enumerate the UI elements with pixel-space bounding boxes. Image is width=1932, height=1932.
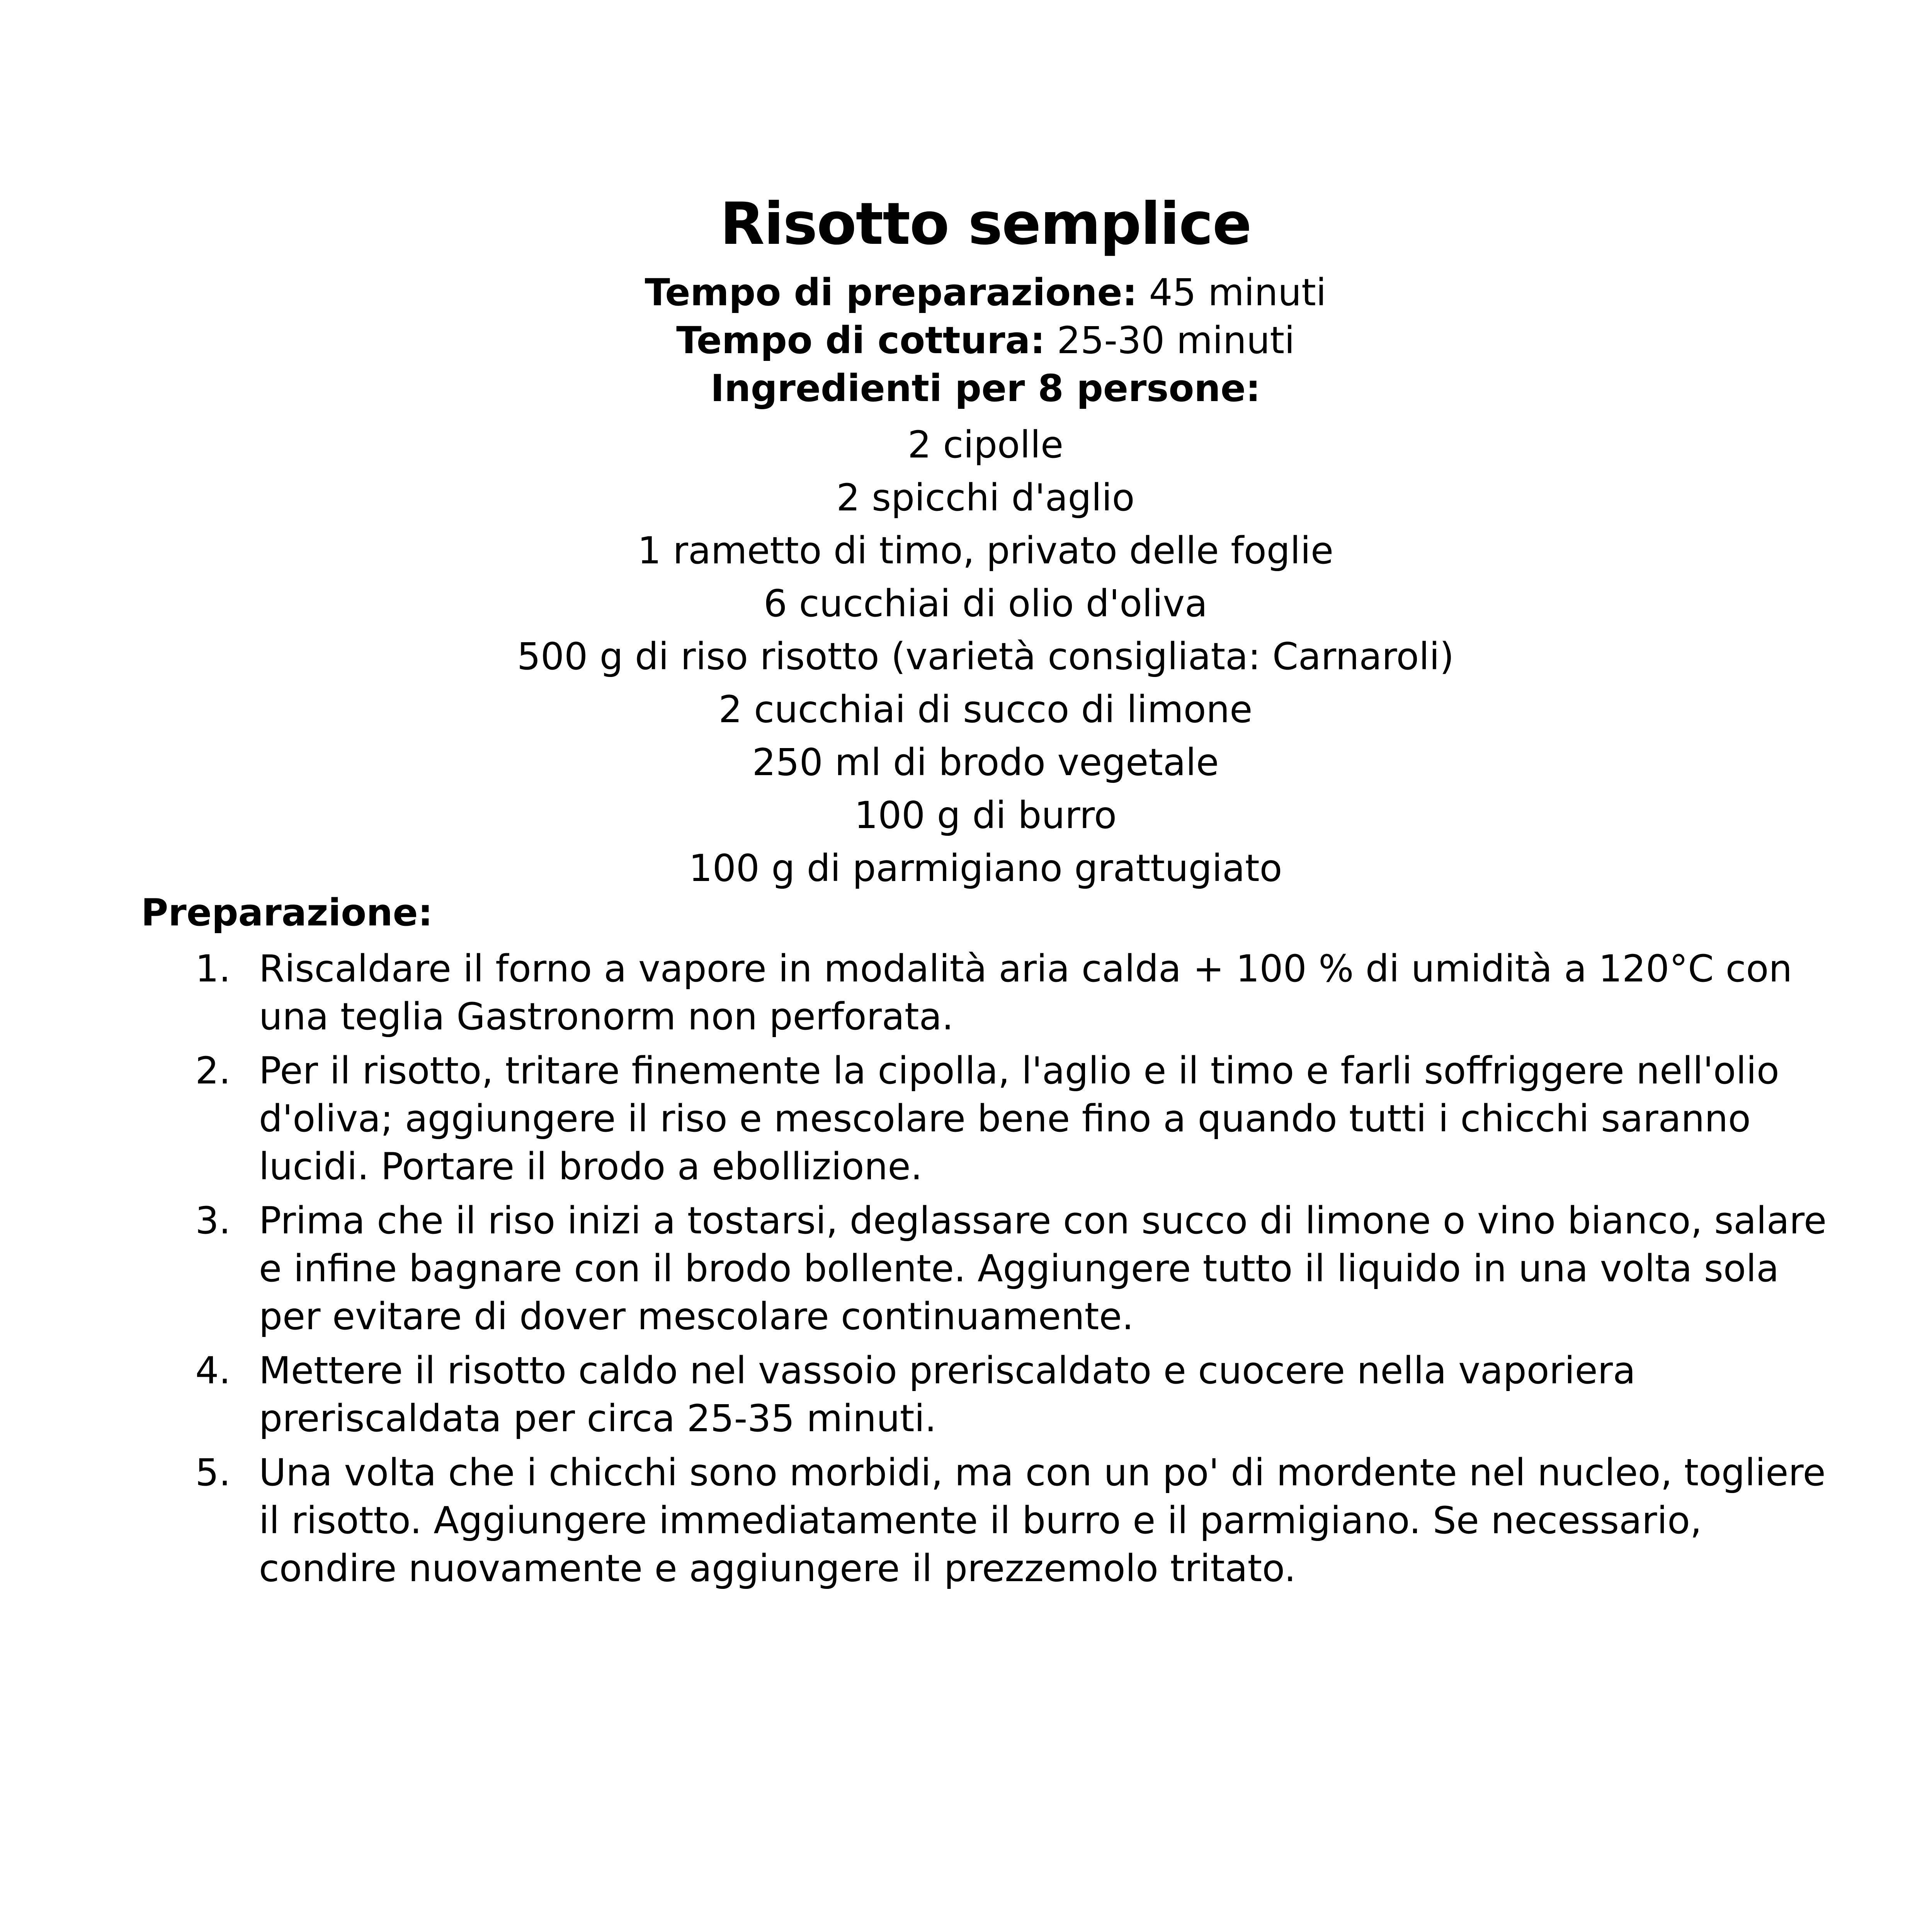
cook-time-label: Tempo di cottura:: [676, 319, 1045, 362]
ingredient-list: [0, 418, 1932, 895]
ingredient-item: 100 g di burro: [854, 794, 1117, 837]
ingredient-item: 6 cucchiai di olio d'oliva: [764, 582, 1208, 625]
step-number: 2.: [195, 1049, 231, 1092]
ingredient-item: 2 cucchiai di succo di limone: [718, 688, 1253, 731]
step-text: Una volta che i chicchi sono morbidi, ma con un po' di mordente nel nucleo, togliere il risotto. Aggiungere immediatamente il burro e il parmigiano. Se necessario, condire nuovamente e aggiungere il prezzemolo tritato.: [259, 1451, 1826, 1590]
cook-time-value: 25-30 minuti: [1057, 319, 1295, 362]
prep-time-value: 45 minuti: [1149, 271, 1327, 314]
step-number: 4.: [195, 1349, 231, 1392]
step-number: 1.: [195, 947, 231, 990]
step-item: [141, 1197, 1833, 1340]
recipe-meta: [0, 269, 1932, 412]
preparation-heading: Preparazione:: [141, 891, 433, 934]
step-item: [141, 1047, 1833, 1190]
step-item: [141, 1449, 1833, 1592]
step-text: Riscaldare il forno a vapore in modalità aria calda + 100 % di umidità a 120°C con una teglia Gastronorm non perforata.: [259, 947, 1793, 1038]
page-title: Risotto semplice: [720, 190, 1251, 258]
step-text: Prima che il riso inizi a tostarsi, deglassare con succo di limone o vino bianco, salare e infine bagnare con il brodo bollente. Aggiungere tutto il liquido in una volta sola per evitare di dover mescolare continuamente.: [259, 1199, 1827, 1338]
step-item: [141, 945, 1833, 1041]
ingredient-item: 100 g di parmigiano grattugiato: [689, 847, 1282, 890]
step-number: 3.: [195, 1199, 231, 1242]
step-number: 5.: [195, 1451, 231, 1494]
ingredient-item: 1 rametto di timo, privato delle foglie: [637, 529, 1334, 572]
step-item: [141, 1347, 1833, 1442]
preparation-steps: [141, 945, 1833, 1599]
step-text: Mettere il risotto caldo nel vassoio preriscaldato e cuocere nella vaporiera preriscaldata per circa 25-35 minuti.: [259, 1349, 1636, 1440]
prep-time: [0, 269, 1932, 316]
cook-time: [0, 316, 1932, 364]
prep-time-label: Tempo di preparazione:: [645, 271, 1137, 314]
ingredient-item: 2 cipolle: [907, 423, 1064, 466]
ingredient-item: 2 spicchi d'aglio: [836, 476, 1135, 519]
ingredient-item: 500 g di riso risotto (varietà consigliata: Carnaroli): [517, 635, 1454, 678]
ingredients-heading: Ingredienti per 8 persone:: [710, 367, 1261, 410]
ingredient-item: 250 ml di brodo vegetale: [752, 741, 1219, 784]
step-text: Per il risotto, tritare finemente la cipolla, l'aglio e il timo e farli soffriggere nell'olio d'oliva; aggiungere il riso e mescolare bene fino a quando tutti i chicchi saranno lucidi. Portare il brodo a ebollizione.: [259, 1049, 1779, 1188]
